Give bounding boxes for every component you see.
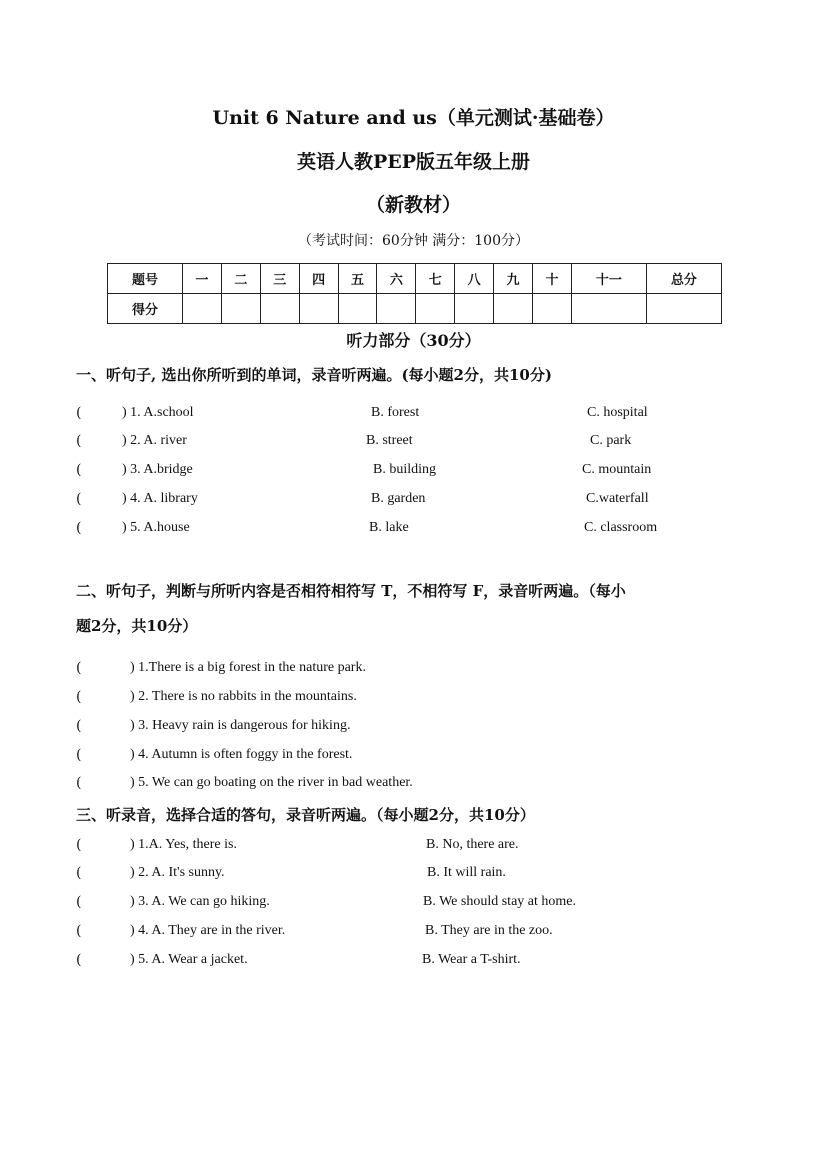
question-5-option-b: B. lake [369, 520, 409, 535]
section3-heading: 三、听录音，选择合适的答句，录音听两遍。（每小题2分，共10分） [76, 806, 535, 824]
score-cell: 十 [533, 264, 572, 294]
score-table-header-row [108, 264, 722, 294]
answer-paren[interactable]: ( [76, 952, 82, 968]
answer-paren[interactable]: ( [76, 775, 82, 791]
question-1-option-c: C. hospital [587, 405, 648, 420]
response-4-option-a: ) 4. A. They are in the river. [130, 923, 286, 938]
score-cell: 二 [221, 264, 260, 294]
question-2-option-a: ) 2. A. river [122, 433, 187, 448]
score-blank[interactable] [260, 294, 299, 324]
score-cell: 七 [416, 264, 455, 294]
response-3-option-a: ) 3. A. We can go hiking. [130, 894, 270, 909]
judge-item-2: ) 2. There is no rabbits in the mountains. [130, 689, 357, 704]
answer-paren[interactable]: ( [76, 433, 82, 449]
score-cell: 九 [494, 264, 533, 294]
response-4-option-b: B. They are in the zoo. [425, 923, 553, 938]
question-5-option-c: C. classroom [584, 520, 658, 535]
score-cell: 八 [455, 264, 494, 294]
answer-paren[interactable]: ( [76, 894, 82, 910]
question-4-option-c: C.waterfall [586, 491, 649, 506]
response-1-option-b: B. No, there are. [426, 837, 519, 852]
score-blank[interactable] [571, 294, 646, 324]
question-3-option-a: ) 3. A.bridge [122, 462, 193, 477]
score-cell: 三 [260, 264, 299, 294]
score-cell: 十一 [571, 264, 646, 294]
exam-info: （考试时间：60分钟 满分：100分） [298, 233, 529, 249]
listening-title: 听力部分（30分） [346, 331, 481, 350]
score-blank[interactable] [494, 294, 533, 324]
question-1-option-a: ) 1. A.school [122, 405, 194, 420]
judge-item-3: ) 3. Heavy rain is dangerous for hiking. [130, 718, 351, 733]
answer-paren[interactable]: ( [76, 405, 82, 421]
score-blank[interactable] [455, 294, 494, 324]
judge-item-1: ) 1.There is a big forest in the nature park. [130, 660, 366, 675]
score-table [107, 263, 722, 324]
score-cell: 五 [338, 264, 377, 294]
answer-paren[interactable]: ( [76, 520, 82, 536]
score-blank[interactable] [221, 294, 260, 324]
question-1-option-b: B. forest [371, 405, 420, 420]
score-cell: 四 [299, 264, 338, 294]
score-blank[interactable] [377, 294, 416, 324]
answer-paren[interactable]: ( [76, 660, 82, 676]
judge-item-4: ) 4. Autumn is often foggy in the forest. [130, 747, 353, 762]
response-5-option-a: ) 5. A. Wear a jacket. [130, 952, 248, 967]
question-2-option-b: B. street [366, 433, 413, 448]
judge-item-5: ) 5. We can go boating on the river in bad weather. [130, 775, 413, 790]
question-3-option-b: B. building [373, 462, 437, 477]
answer-paren[interactable]: ( [76, 923, 82, 939]
score-label: 得分 [108, 294, 183, 324]
response-2-option-a: ) 2. A. It's sunny. [130, 865, 225, 880]
question-4-option-a: ) 4. A. library [122, 491, 198, 506]
section2-heading-line1: 二、听句子，判断与所听内容是否相符相符写 T，不相符写 F，录音听两遍。（每小 [76, 582, 626, 600]
question-5-option-a: ) 5. A.house [122, 520, 190, 535]
score-blank[interactable] [182, 294, 221, 324]
question-3-option-c: C. mountain [582, 462, 652, 477]
score-blank[interactable] [299, 294, 338, 324]
score-table-score-row [108, 294, 722, 324]
score-cell: 总分 [646, 264, 721, 294]
score-cell: 六 [377, 264, 416, 294]
response-2-option-b: B. It will rain. [427, 865, 506, 880]
question-2-option-c: C. park [590, 433, 632, 448]
question-4-option-b: B. garden [371, 491, 426, 506]
answer-paren[interactable]: ( [76, 865, 82, 881]
response-5-option-b: B. Wear a T-shirt. [422, 952, 521, 967]
answer-paren[interactable]: ( [76, 462, 82, 478]
page-title: Unit 6 Nature and us（单元测试·基础卷） [212, 107, 615, 129]
score-cell: 题号 [108, 264, 183, 294]
section1-heading: 一、听句子, 选出你所听到的单词，录音听两遍。(每小题2分，共10分) [76, 366, 552, 384]
score-blank[interactable] [533, 294, 572, 324]
answer-paren[interactable]: ( [76, 491, 82, 507]
score-blank[interactable] [416, 294, 455, 324]
answer-paren[interactable]: ( [76, 718, 82, 734]
response-1-option-a: ) 1.A. Yes, there is. [130, 837, 237, 852]
edition-label: （新教材） [365, 194, 461, 216]
page-subtitle: 英语人教PEP版五年级上册 [296, 151, 531, 173]
response-3-option-b: B. We should stay at home. [423, 894, 576, 909]
answer-paren[interactable]: ( [76, 689, 82, 705]
answer-paren[interactable]: ( [76, 747, 82, 763]
score-blank[interactable] [338, 294, 377, 324]
score-blank[interactable] [646, 294, 721, 324]
answer-paren[interactable]: ( [76, 837, 82, 853]
score-cell: 一 [182, 264, 221, 294]
section2-heading-line2: 题2分，共10分） [76, 617, 198, 635]
